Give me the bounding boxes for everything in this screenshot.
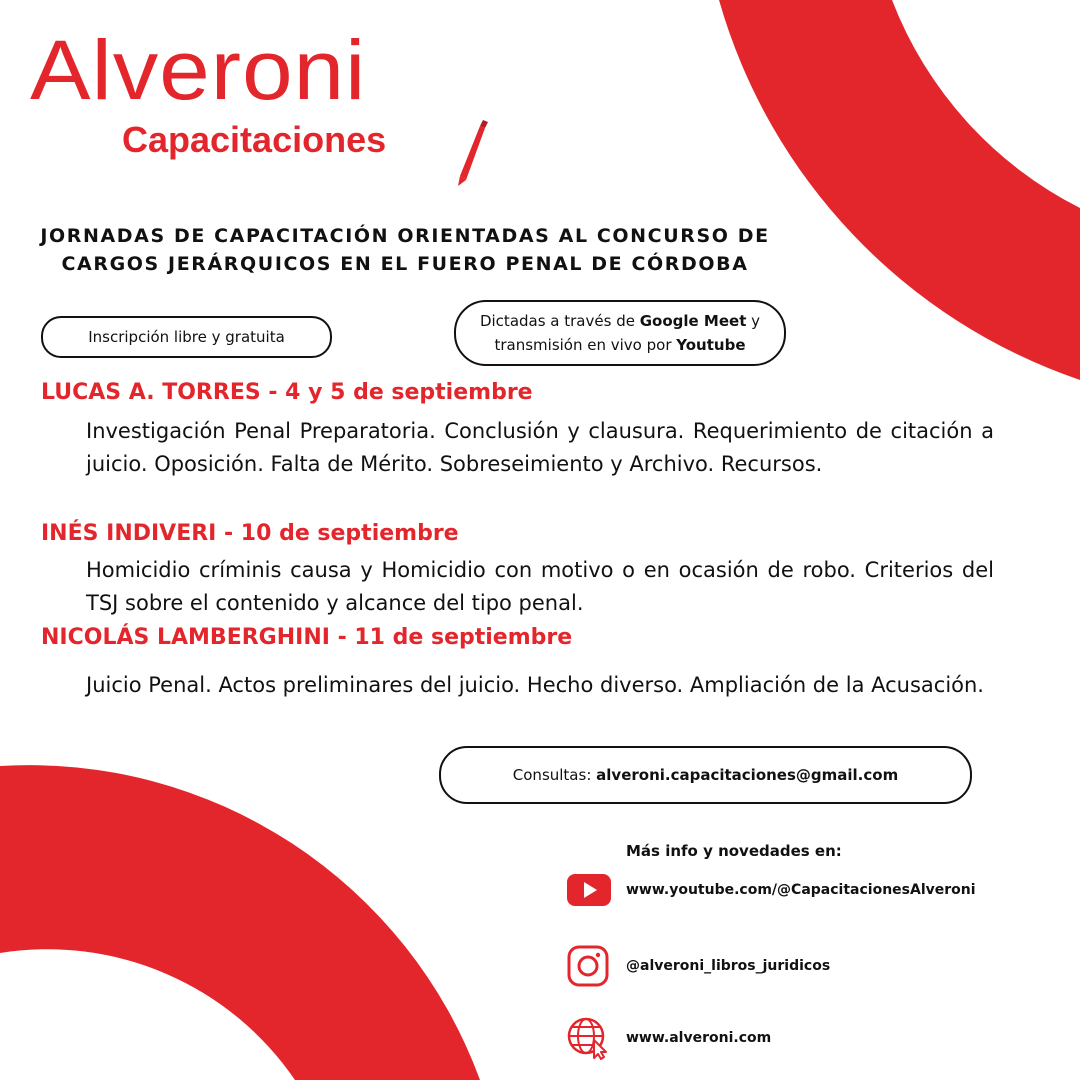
broadcast-line-1 [480, 309, 760, 333]
stream-platform: Youtube [676, 336, 746, 354]
instagram-icon [566, 944, 610, 988]
event-headline [30, 222, 780, 278]
platform-name: Google Meet [639, 312, 747, 330]
broadcast-mid: y [746, 312, 761, 330]
contact-label: Consultas: [512, 766, 592, 784]
stream-prefix: transmisión en vivo por [494, 336, 677, 354]
bottom-left-arc [0, 765, 480, 1080]
brand-logo [30, 23, 475, 168]
free-registration-badge [41, 316, 332, 358]
free-registration-label: Inscripción libre y gratuita [88, 328, 285, 346]
broadcast-prefix: Dictadas a través de [479, 312, 640, 330]
globe-cursor-icon [566, 1016, 612, 1060]
session-3-topic: Juicio Penal. Actos preliminares del juicio. Hecho diverso. Ampliación de la Acusación. [86, 673, 984, 697]
website-url[interactable]: www.alveroni.com [626, 1030, 772, 1046]
more-info-title: Más info y novedades en: [626, 842, 842, 860]
instagram-handle[interactable]: @alveroni_libros_juridicos [626, 958, 831, 974]
headline-line-2: CARGOS JERÁRQUICOS EN EL FUERO PENAL DE CÓRDOBA [61, 253, 749, 275]
youtube-icon [566, 871, 612, 909]
contact-badge [439, 746, 972, 804]
session-1-speaker: LUCAS A. TORRES - 4 y 5 de septiembre [41, 380, 533, 405]
youtube-link[interactable] [566, 870, 976, 910]
logo-wordmark: Alveroni [30, 23, 367, 117]
headline-line-1: JORNADAS DE CAPACITACIÓN ORIENTADAS AL CONCURSO DE [40, 225, 770, 247]
session-2-topic: Homicidio críminis causa y Homicidio con motivo o en ocasión de robo. Criterios del TSJ sobre el contenido y alcance del tipo penal. [86, 558, 994, 615]
broadcast-info-badge [454, 300, 786, 366]
session-1-topic: Investigación Penal Preparatoria. Conclusión y clausura. Requerimiento de citación a juicio. Oposición. Falta de Mérito. Sobreseimiento y Archivo. Recursos. [86, 419, 994, 476]
contact-email[interactable]: alveroni.capacitaciones@gmail.com [596, 766, 899, 784]
youtube-url[interactable]: www.youtube.com/@CapacitacionesAlveroni [626, 882, 976, 898]
instagram-link[interactable] [566, 944, 831, 988]
website-link[interactable] [566, 1016, 772, 1060]
session-3-speaker: NICOLÁS LAMBERGHINI - 11 de septiembre [41, 625, 573, 650]
session-2-speaker: INÉS INDIVERI - 10 de septiembre [41, 521, 459, 546]
logo-tagline: Capacitaciones [122, 119, 387, 160]
broadcast-line-2 [494, 333, 745, 357]
pen-icon [430, 118, 490, 188]
